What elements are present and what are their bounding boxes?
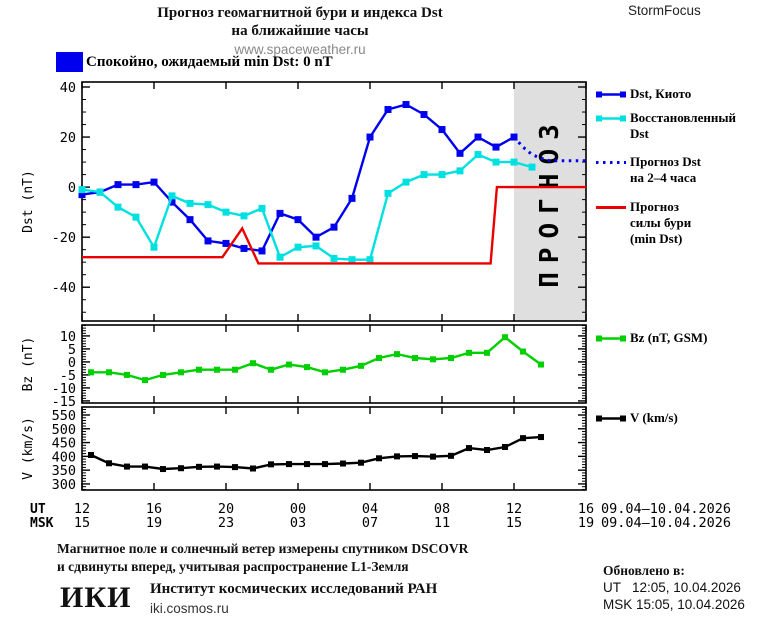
series-marker <box>286 362 292 368</box>
x-tick-label-msk: 15 <box>73 515 91 531</box>
y-tick-label: -40 <box>51 280 76 297</box>
series-marker <box>277 254 284 261</box>
series-marker <box>403 179 410 186</box>
y-tick-label: 500 <box>51 421 76 438</box>
series-marker <box>250 360 256 366</box>
title-line-1: Прогноз геомагнитной бури и индекса Dst <box>157 5 443 21</box>
series-marker <box>268 461 274 467</box>
series-marker <box>430 356 436 362</box>
legend-entry <box>595 330 755 346</box>
series-marker <box>259 247 266 254</box>
panel-dst <box>21 80 586 321</box>
legend-entry <box>595 86 755 102</box>
series-marker <box>313 234 320 241</box>
panel-border <box>82 407 586 490</box>
series-marker <box>133 181 140 188</box>
series-marker <box>421 171 428 178</box>
y-axis-title: Dst (nT) <box>21 170 36 233</box>
series-marker <box>304 364 310 370</box>
series-marker <box>187 216 194 223</box>
y-tick-label: 450 <box>51 435 76 452</box>
x-tick-label-msk: 19 <box>145 515 163 531</box>
series-marker <box>331 224 338 231</box>
series-marker <box>88 452 94 458</box>
series-marker <box>412 453 418 459</box>
series-marker <box>538 362 544 368</box>
x-tick-label-ut: 16 <box>577 501 595 517</box>
series-marker <box>439 126 446 133</box>
series-marker <box>304 461 310 467</box>
legend-swatch-line-squares <box>595 412 627 425</box>
series-marker <box>223 209 230 216</box>
series-marker <box>367 256 374 263</box>
x-tick-label-msk: 23 <box>217 515 235 531</box>
series-marker <box>538 434 544 440</box>
series-marker <box>322 369 328 375</box>
spaceweather-link[interactable]: www.spaceweather.ru <box>234 42 366 57</box>
series-marker <box>160 372 166 378</box>
y-tick-label: -20 <box>51 230 76 247</box>
series-marker <box>385 106 392 113</box>
series-marker <box>151 179 158 186</box>
title-line-2: на ближайшие часы <box>231 23 369 39</box>
series-marker <box>106 460 112 466</box>
series-marker <box>502 444 508 450</box>
series-marker <box>349 195 356 202</box>
ut-row-label: UT <box>30 502 46 517</box>
y-tick-label: -10 <box>51 380 76 397</box>
y-tick-label: 550 <box>51 407 76 424</box>
page-title <box>60 4 540 59</box>
legend-entry <box>595 154 755 186</box>
series-line <box>82 155 532 260</box>
series-marker <box>223 240 230 247</box>
series-marker <box>232 367 238 373</box>
series-marker <box>475 151 482 158</box>
series-marker <box>430 454 436 460</box>
series-marker <box>124 464 130 470</box>
series-marker <box>358 460 364 466</box>
x-tick-label-ut: 20 <box>217 501 235 517</box>
y-tick-label: 300 <box>51 476 76 493</box>
series-marker <box>187 200 194 207</box>
series-line <box>91 437 541 469</box>
series-marker <box>511 159 518 166</box>
series-marker <box>340 461 346 467</box>
series-marker <box>250 465 256 471</box>
y-tick-label: 400 <box>51 449 76 466</box>
series-marker <box>196 464 202 470</box>
x-tick-label-ut: 12 <box>505 501 523 517</box>
y-tick-label: 5 <box>67 341 76 358</box>
series-marker <box>412 355 418 361</box>
x-tick-label-ut: 16 <box>145 501 163 517</box>
legend-entry-label: Dst, Киото <box>630 86 692 101</box>
status-text: Спокойно, ожидаемый min Dst: 0 nT <box>86 53 333 70</box>
quiet-level-swatch <box>56 52 83 72</box>
series-marker <box>124 372 130 378</box>
footer-note-1: Магнитное поле и солнечный ветер измерены спутником DSCOVR <box>57 541 469 556</box>
iki-logo: ИКИ <box>60 581 132 614</box>
updated-label: Обновлено в: <box>603 563 685 578</box>
y-axis-title: Bz (nT) <box>21 336 36 392</box>
chart-legend <box>595 86 755 426</box>
series-marker <box>367 134 374 141</box>
series-marker <box>358 363 364 369</box>
brand-label: StormFocus <box>628 3 701 18</box>
x-tick-label-msk: 19 <box>577 515 595 531</box>
series-marker <box>457 150 464 157</box>
x-axis-labels <box>30 501 731 531</box>
series-marker <box>115 181 122 188</box>
series-marker <box>97 189 104 196</box>
series-marker <box>394 453 400 459</box>
series-marker <box>439 171 446 178</box>
y-tick-label: 20 <box>59 130 76 147</box>
iki-site-link[interactable]: iki.cosmos.ru <box>150 601 229 616</box>
series-marker <box>403 101 410 108</box>
series-marker <box>115 204 122 211</box>
series-marker <box>520 349 526 355</box>
updated-msk: MSK 15:05, 10.04.2026 <box>603 597 745 612</box>
series-marker <box>376 455 382 461</box>
legend-entry <box>595 410 755 426</box>
y-axis-title: V (km/s) <box>21 417 36 480</box>
series-marker <box>322 461 328 467</box>
series-marker <box>133 214 140 221</box>
series-marker <box>178 369 184 375</box>
x-tick-label-msk: 15 <box>505 515 523 531</box>
series-marker <box>421 111 428 118</box>
forecast-region-label: ПРОГНОЗ <box>535 115 565 288</box>
series-marker <box>349 256 356 263</box>
series-marker <box>160 466 166 472</box>
y-tick-label: 40 <box>59 80 76 97</box>
updated-ut: UT 12:05, 10.04.2026 <box>603 580 741 595</box>
series-marker <box>475 134 482 141</box>
series-line <box>82 105 514 251</box>
series-marker <box>484 350 490 356</box>
legend-entry-label: Прогноз Dst на 2–4 часа <box>630 154 701 185</box>
series-marker <box>511 134 518 141</box>
series-line <box>91 337 541 380</box>
legend-entry <box>595 199 755 247</box>
series-marker <box>142 377 148 383</box>
x-tick-label-ut: 08 <box>433 501 451 517</box>
date-range-ut: 09.04–10.04.2026 <box>601 501 732 517</box>
series-marker <box>466 350 472 356</box>
series-marker <box>394 351 400 357</box>
series-marker <box>466 445 472 451</box>
msk-row-label: MSK <box>30 516 54 531</box>
x-tick-label-ut: 04 <box>361 501 379 517</box>
legend-entry-label: Прогноз силы бури (min Dst) <box>630 199 692 246</box>
series-marker <box>196 367 202 373</box>
series-marker <box>457 167 464 174</box>
series-marker <box>313 242 320 249</box>
series-marker <box>178 465 184 471</box>
x-tick-label-ut: 00 <box>289 501 307 517</box>
x-tick-label-msk: 07 <box>361 515 379 531</box>
panel-border <box>82 82 586 321</box>
series-marker <box>79 186 86 193</box>
series-marker <box>493 159 500 166</box>
series-marker <box>448 453 454 459</box>
series-marker <box>106 369 112 375</box>
legend-swatch-dotted <box>595 156 627 169</box>
institute-name: Институт космических исследований РАН <box>150 581 438 597</box>
series-marker <box>214 464 220 470</box>
series-marker <box>169 192 176 199</box>
status-banner <box>56 52 333 72</box>
series-marker <box>295 244 302 251</box>
series-marker <box>385 190 392 197</box>
legend-swatch-line-squares <box>595 332 627 345</box>
y-tick-label: 0 <box>67 354 76 371</box>
series-marker <box>286 461 292 467</box>
series-marker <box>295 216 302 223</box>
legend-swatch-line-squares <box>595 88 627 101</box>
series-marker <box>277 210 284 217</box>
y-tick-label: -15 <box>51 393 76 410</box>
x-tick-label-ut: 12 <box>73 501 91 517</box>
series-marker <box>241 245 248 252</box>
date-range-msk: 09.04–10.04.2026 <box>601 515 732 531</box>
series-marker <box>376 355 382 361</box>
y-tick-label: 350 <box>51 463 76 480</box>
series-marker <box>502 334 508 340</box>
panel-bz <box>21 325 586 410</box>
y-tick-label: -5 <box>59 367 76 384</box>
series-marker <box>88 369 94 375</box>
series-marker <box>241 212 248 219</box>
x-tick-label-msk: 11 <box>433 515 451 531</box>
series-marker <box>268 367 274 373</box>
series-marker <box>259 205 266 212</box>
legend-entry <box>595 110 755 142</box>
series-marker <box>529 164 536 171</box>
legend-entry-label: Bz (nT, GSM) <box>630 330 708 345</box>
series-marker <box>214 367 220 373</box>
x-tick-label-msk: 03 <box>289 515 307 531</box>
footer-note-2: и сдвинуты вперед, учитывая распространение L1-Земля <box>57 559 409 574</box>
series-marker <box>205 237 212 244</box>
legend-swatch-line-squares <box>595 112 627 125</box>
series-marker <box>520 435 526 441</box>
series-marker <box>448 355 454 361</box>
legend-swatch-line <box>595 201 627 214</box>
panel-border <box>82 325 586 403</box>
series-marker <box>331 255 338 262</box>
series-marker <box>142 464 148 470</box>
legend-entry-label: V (km/s) <box>630 410 678 425</box>
series-marker <box>151 244 158 251</box>
series-marker <box>493 144 500 151</box>
y-tick-label: 0 <box>67 180 76 197</box>
series-marker <box>232 464 238 470</box>
series-marker <box>484 447 490 453</box>
series-marker <box>340 367 346 373</box>
legend-entry-label: Восстановленный Dst <box>630 110 736 141</box>
panel-v <box>21 407 586 493</box>
series-marker <box>205 201 212 208</box>
y-tick-label: 10 <box>59 328 76 345</box>
